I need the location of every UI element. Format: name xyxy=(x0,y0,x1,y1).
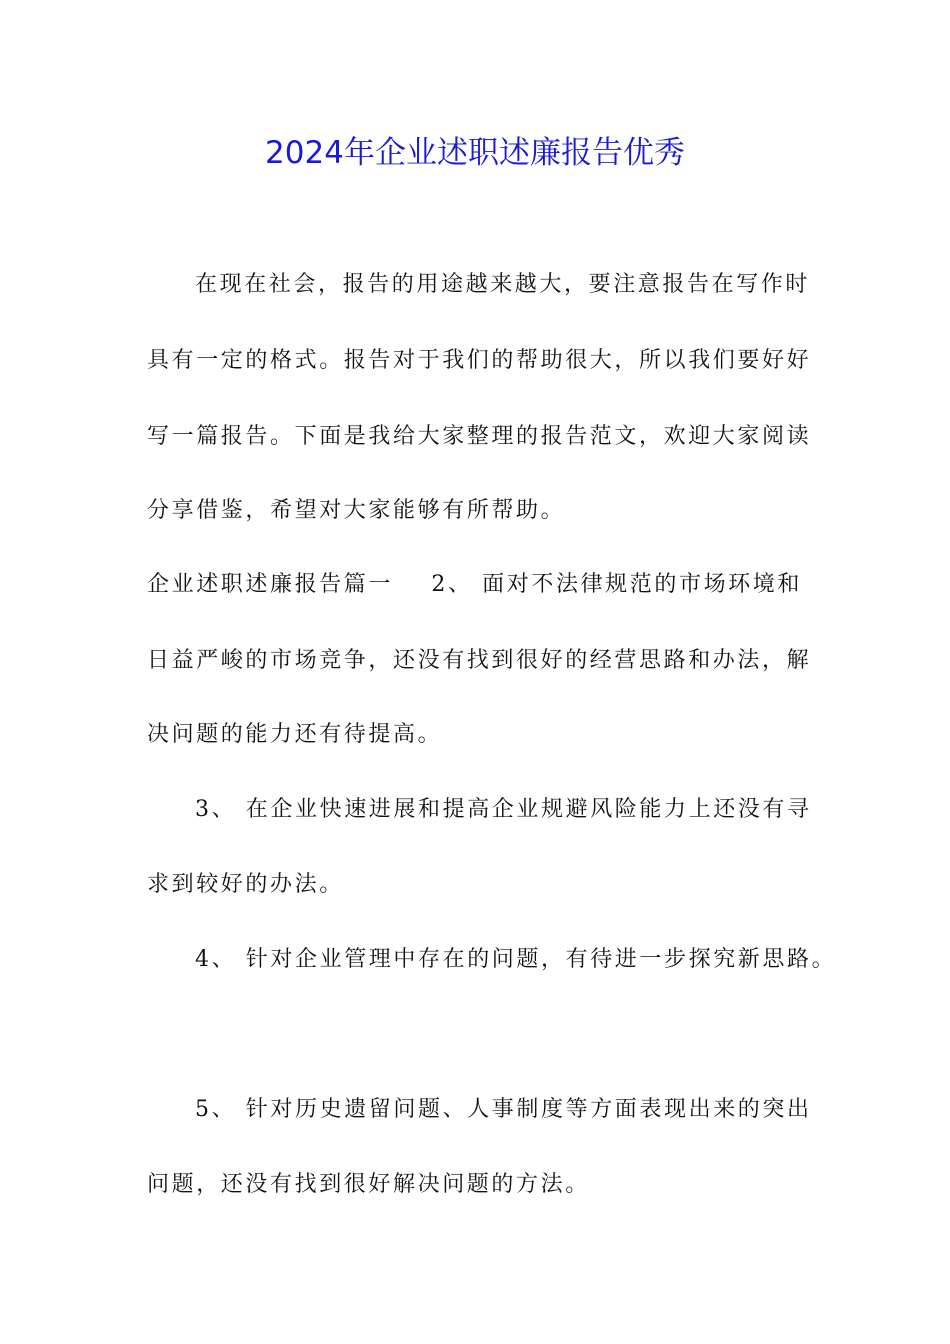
list-item-3-line: 3、 在企业快速进展和提高企业规避风险能力上还没有寻 xyxy=(195,797,812,822)
paragraph-line: 分享借鉴，希望对大家能够有所帮助。 xyxy=(147,498,566,523)
paragraph-line: 日益严峻的市场竞争，还没有找到很好的经营思路和办法，解 xyxy=(147,648,812,673)
paragraph-line: 写一篇报告。下面是我给大家整理的报告范文，欢迎大家阅读 xyxy=(147,424,812,449)
paragraph-line: 决问题的能力还有待提高。 xyxy=(147,722,443,747)
list-item-4-line: 4、 针对企业管理中存在的问题，有待进一步探究新思路。 xyxy=(195,947,837,972)
paragraph-line: 在现在社会，报告的用途越来越大，要注意报告在写作时 xyxy=(195,272,811,297)
paragraph-line: 具有一定的格式。报告对于我们的帮助很大，所以我们要好好 xyxy=(147,348,812,373)
paragraph-line: 问题，还没有找到很好解决问题的方法。 xyxy=(147,1172,590,1197)
list-item-5-line: 5、 针对历史遗留问题、人事制度等方面表现出来的突出 xyxy=(195,1097,812,1122)
paragraph-line: 求到较好的办法。 xyxy=(147,872,344,897)
document-title: 2024年企业述职述廉报告优秀 xyxy=(265,135,685,171)
section-heading-line: 企业述职述廉报告篇一 2、 面对不法律规范的市场环境和 xyxy=(147,572,802,597)
